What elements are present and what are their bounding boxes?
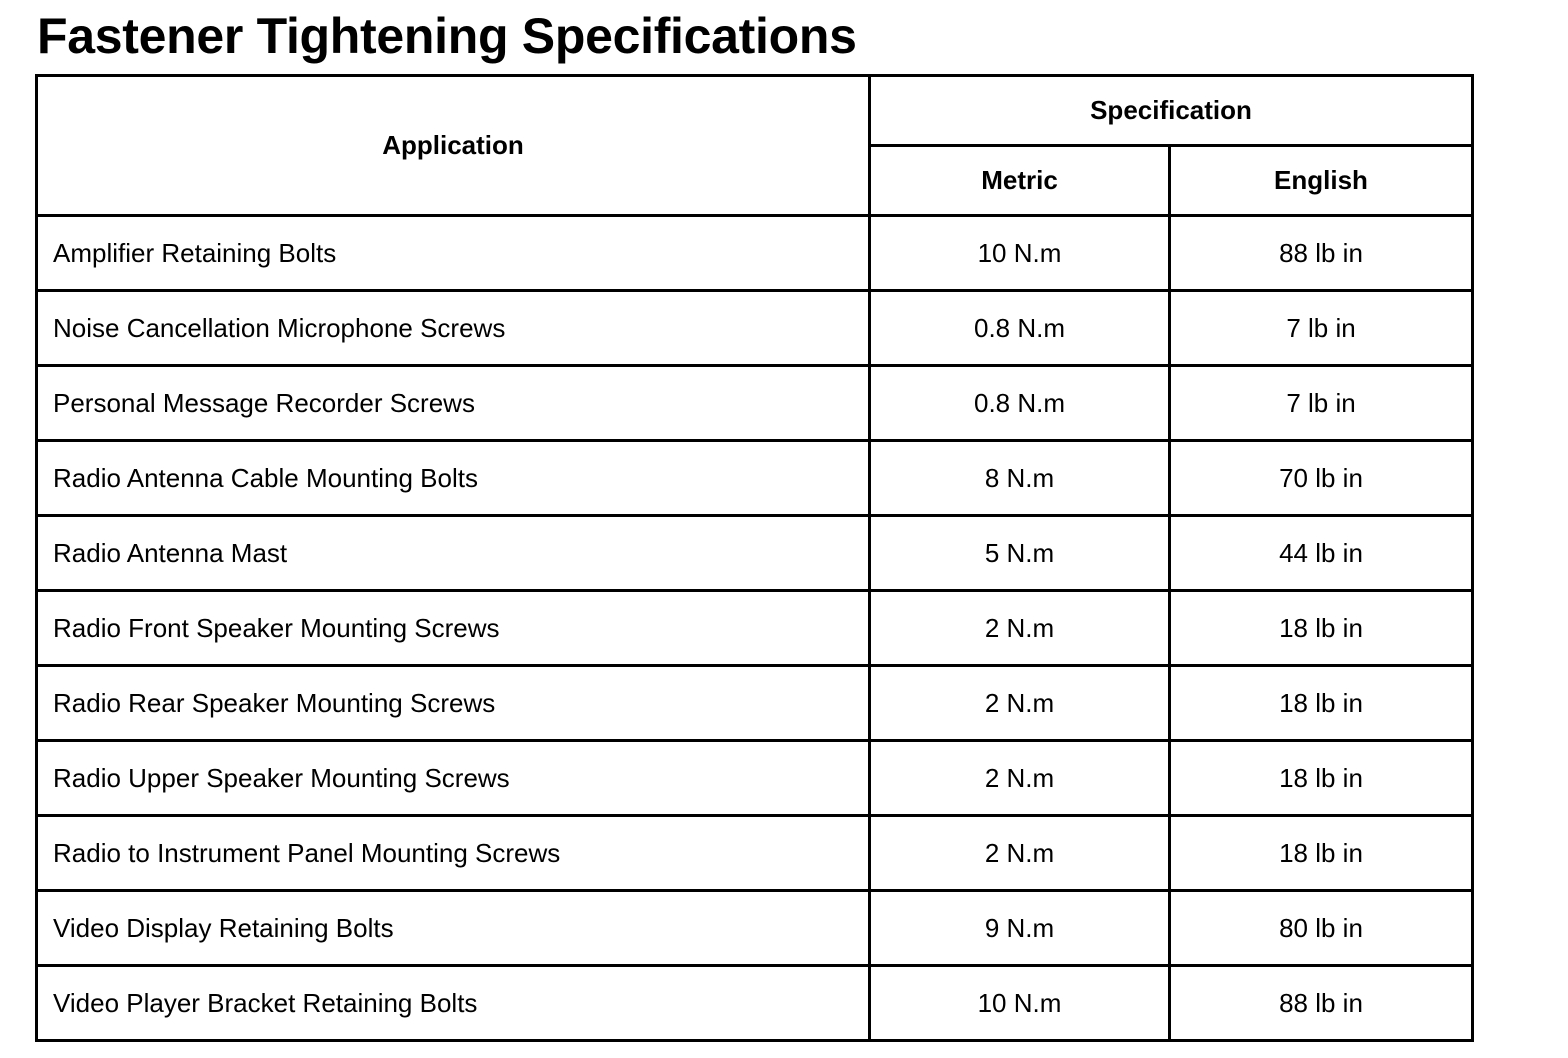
english-cell: 18 lb in	[1170, 591, 1473, 666]
english-cell: 7 lb in	[1170, 291, 1473, 366]
table-row	[37, 666, 1473, 741]
application-cell: Radio Rear Speaker Mounting Screws	[37, 666, 870, 741]
fastener-spec-table	[35, 74, 1474, 1042]
english-cell: 18 lb in	[1170, 816, 1473, 891]
table-row	[37, 816, 1473, 891]
english-cell: 88 lb in	[1170, 966, 1473, 1041]
metric-cell: 2 N.m	[870, 591, 1170, 666]
metric-cell: 2 N.m	[870, 741, 1170, 816]
application-cell: Personal Message Recorder Screws	[37, 366, 870, 441]
table-row	[37, 441, 1473, 516]
table-row	[37, 516, 1473, 591]
metric-cell: 2 N.m	[870, 816, 1170, 891]
header-specification: Specification	[870, 76, 1473, 146]
header-metric: Metric	[870, 146, 1170, 216]
table-row	[37, 366, 1473, 441]
metric-cell: 9 N.m	[870, 891, 1170, 966]
application-cell: Radio Antenna Mast	[37, 516, 870, 591]
table-row	[37, 216, 1473, 291]
table-row	[37, 966, 1473, 1041]
application-cell: Radio Upper Speaker Mounting Screws	[37, 741, 870, 816]
metric-cell: 8 N.m	[870, 441, 1170, 516]
english-cell: 80 lb in	[1170, 891, 1473, 966]
table-row	[37, 741, 1473, 816]
table-row	[37, 591, 1473, 666]
table-row	[37, 291, 1473, 366]
english-cell: 18 lb in	[1170, 666, 1473, 741]
application-cell: Video Player Bracket Retaining Bolts	[37, 966, 870, 1041]
metric-cell: 0.8 N.m	[870, 291, 1170, 366]
metric-cell: 10 N.m	[870, 966, 1170, 1041]
header-row-top	[37, 76, 1473, 146]
metric-cell: 2 N.m	[870, 666, 1170, 741]
application-cell: Noise Cancellation Microphone Screws	[37, 291, 870, 366]
english-cell: 70 lb in	[1170, 441, 1473, 516]
english-cell: 18 lb in	[1170, 741, 1473, 816]
metric-cell: 5 N.m	[870, 516, 1170, 591]
application-cell: Video Display Retaining Bolts	[37, 891, 870, 966]
header-application: Application	[37, 76, 870, 216]
header-english: English	[1170, 146, 1473, 216]
table-header	[37, 76, 1473, 216]
table-row	[37, 891, 1473, 966]
application-cell: Radio Front Speaker Mounting Screws	[37, 591, 870, 666]
application-cell: Amplifier Retaining Bolts	[37, 216, 870, 291]
metric-cell: 0.8 N.m	[870, 366, 1170, 441]
application-cell: Radio to Instrument Panel Mounting Screws	[37, 816, 870, 891]
table-body	[37, 216, 1473, 1041]
application-cell: Radio Antenna Cable Mounting Bolts	[37, 441, 870, 516]
english-cell: 88 lb in	[1170, 216, 1473, 291]
english-cell: 7 lb in	[1170, 366, 1473, 441]
metric-cell: 10 N.m	[870, 216, 1170, 291]
page-title: Fastener Tightening Specifications	[37, 8, 857, 64]
english-cell: 44 lb in	[1170, 516, 1473, 591]
